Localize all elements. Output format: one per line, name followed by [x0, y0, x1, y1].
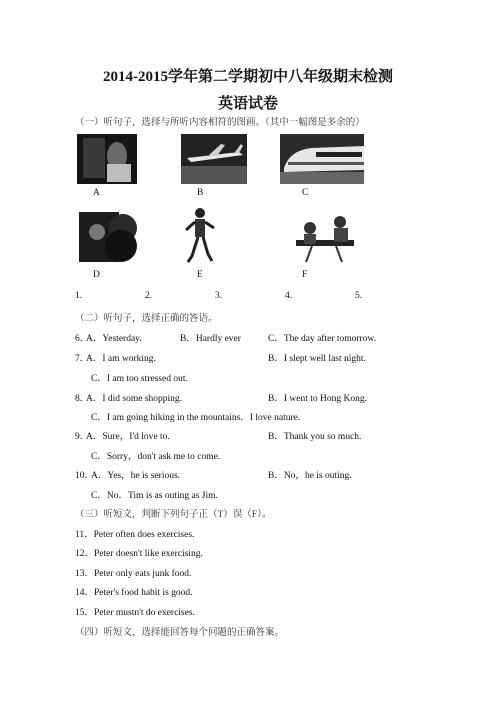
option-b: B．I slept well last night. — [268, 354, 366, 364]
option-b: B．No，he is outing. — [268, 471, 352, 481]
section4-instruction: （四）听短文，选择能回答每个问题的正确答案。 — [75, 628, 285, 638]
picture-label-b: B — [197, 188, 204, 198]
statement-item: 15．Peter mustn't do exercises. — [75, 608, 195, 618]
question-number: 7． — [75, 354, 90, 364]
section1-instruction: （一）听句子，选择与所听内容相符的图画。（其中一幅图是多余的） — [75, 118, 365, 128]
running-person-photo-icon — [182, 206, 218, 266]
option-b: B．Hardly ever — [180, 334, 241, 344]
option-a: A．Sure，I'd love to. — [86, 432, 170, 442]
picture-label-c: C — [302, 188, 309, 198]
picture-d — [77, 206, 145, 266]
picture-b — [181, 134, 247, 184]
option-c: C．I am too stressed out. — [91, 374, 188, 384]
option-a: A．I did some shopping. — [86, 394, 183, 404]
option-c: C．I am going hiking in the mountains．I love nature. — [91, 413, 301, 423]
dark-scene-photo-icon — [77, 134, 137, 184]
option-c: C．Sorry，don't ask me to come. — [91, 452, 221, 462]
picture-label-e: E — [197, 270, 203, 280]
statement-item: 14．Peter's food habit is good. — [75, 588, 193, 598]
question-number: 6． — [75, 334, 90, 344]
picture-f — [292, 206, 358, 264]
page-subtitle: 英语试卷 — [217, 96, 278, 112]
option-b: B．I went to Hong Kong. — [268, 394, 367, 404]
people-at-table-photo-icon — [292, 206, 358, 264]
question-number: 10． — [75, 471, 95, 481]
picture-label-a: A — [93, 188, 100, 198]
picture-c — [280, 134, 364, 184]
statement-item: 13．Peter only eats junk food. — [75, 569, 192, 579]
option-c: C．No．Tim is as outing as Jim. — [91, 491, 218, 501]
family-tv-photo-icon — [77, 206, 145, 266]
option-a: A．Yes，he is serious. — [91, 471, 181, 481]
option-a: A．Yesterday. — [86, 334, 142, 344]
question-number: 8． — [75, 394, 90, 404]
picture-e — [182, 206, 218, 266]
statement-item: 12．Peter doesn't like exercising. — [75, 549, 203, 559]
section3-instruction: （三）听短文，判断下列句子正（T）误（F）。 — [75, 510, 272, 520]
answer-number: 3. — [215, 291, 223, 301]
picture-label-f: F — [302, 270, 308, 280]
option-a: A．I am working. — [86, 354, 156, 364]
picture-label-d: D — [93, 270, 100, 280]
option-b: B．Thank you so much. — [268, 432, 362, 442]
answer-number: 4. — [285, 291, 293, 301]
picture-a — [77, 134, 137, 184]
answer-number: 2. — [145, 291, 153, 301]
question-number: 9． — [75, 432, 90, 442]
section2-instruction: （二）听句子，选择正确的答语。 — [75, 314, 218, 324]
answer-number: 5. — [355, 291, 363, 301]
page-title: 2014-2015学年第二学期初中八年级期末检测 — [103, 69, 393, 85]
answer-number: 1. — [75, 291, 83, 301]
option-c: C．The day after tomorrow. — [268, 334, 377, 344]
bullet-train-photo-icon — [280, 134, 364, 184]
statement-item: 11．Peter often does exercises. — [75, 530, 195, 540]
airplane-photo-icon — [181, 134, 247, 184]
